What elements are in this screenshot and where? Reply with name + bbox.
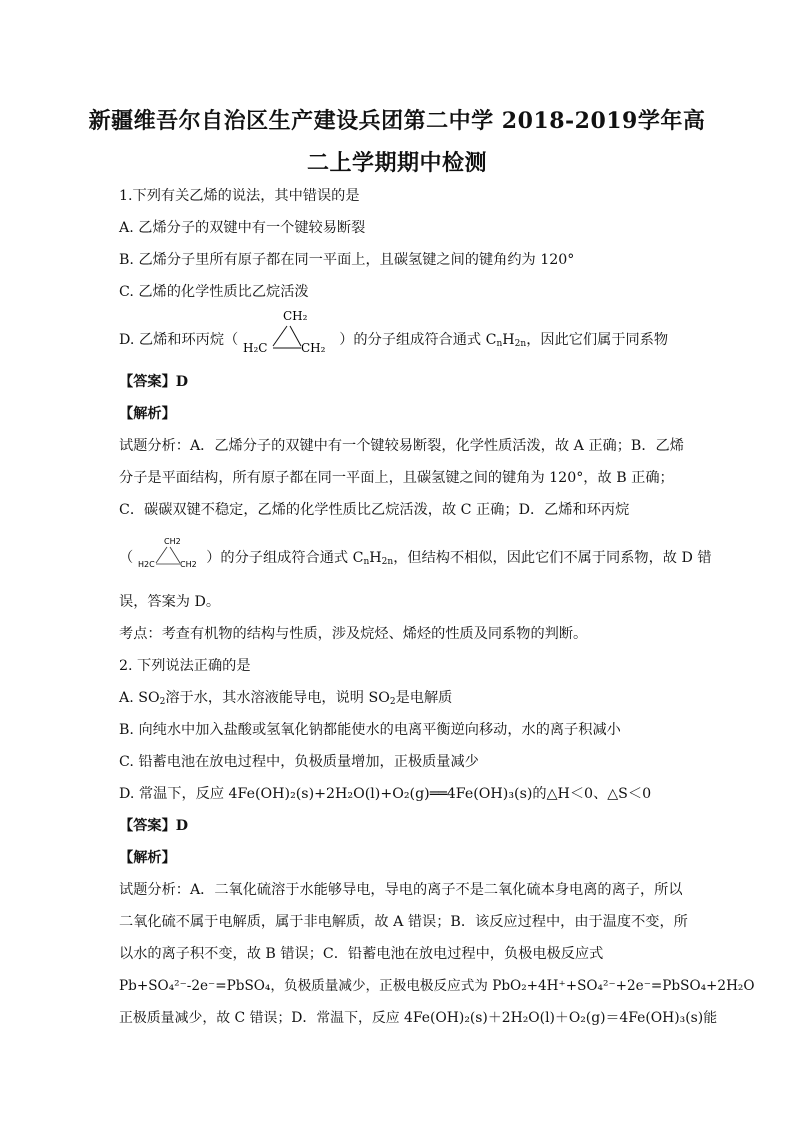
page-title-line-1: 新疆维吾尔自治区生产建设兵团第二中学 2018-2019学年高 [88, 108, 706, 134]
q1-explanation-line-4 [119, 537, 712, 572]
q2-explanation-line-4: Pb+SO₄²⁻-2e⁻=PbSO₄，负极质量减少，正极电极反应式为 PbO₂+4H⁺+SO₄²⁻+2e⁻=PbSO₄+2H₂O [119, 978, 755, 994]
exp4-open-paren: （ [119, 550, 134, 566]
q2-option-a-suffix: 是电解质 [395, 690, 453, 706]
sub-2n: 2n [514, 339, 527, 349]
exp4-sub-2n: 2n [381, 557, 394, 567]
mol-small-bond-left [156, 547, 167, 563]
q1-stem: 1.下列有关乙烯的说法，其中错误的是 [119, 188, 360, 204]
mol-bond-left [273, 326, 287, 346]
exp4-sub-n: n [363, 557, 370, 567]
mol-top-label: CH₂ [282, 309, 308, 323]
mol-small-bond-right [170, 547, 180, 563]
q2-explanation-line-3: 以水的离子积不变，故 B 错误；C．铅蓄电池在放电过程中，负极电极反应式 [119, 946, 604, 962]
q1-option-c: C. 乙烯的化学性质比乙烷活泼 [119, 284, 309, 300]
cyclopropane-structure [243, 308, 335, 356]
mol-bond-right [290, 326, 301, 346]
q1-option-d-suffix: ，因此它们属于同系物 [526, 332, 669, 348]
q1-explanation-line-3: C．碳碳双键不稳定，乙烯的化学性质比乙烷活泼，故 C 正确；D．乙烯和环丙烷 [119, 502, 630, 518]
mol-left-label: H₂C [242, 341, 268, 355]
q1-option-d-formula-h: H [502, 332, 515, 348]
q2-explanation-line-1: 试题分析：A．二氧化硫溶于水能够导电，导电的离子不是二氧化硫本身电离的离子，所以 [119, 882, 683, 898]
exp4-suffix: ，但结构不相似，因此它们不属于同系物，故 D 错 [393, 550, 712, 566]
q2-sub-2b: 2 [389, 697, 396, 707]
q2-analysis-label: 【解析】 [119, 850, 176, 866]
q2-explanation-line-5: 正极质量减少，故 C 错误；D．常温下，反应 4Fe(OH)₂(s)＋2H₂O(l)＋O₂(g)＝4Fe(OH)₃(s)能 [119, 1010, 718, 1026]
q1-explanation-line-2: 分子是平面结构，所有原子都在同一平面上，且碳氢键之间的键角为 120°，故 B 正确； [119, 470, 674, 486]
q2-explanation-line-2: 二氧化硫不属于电解质，属于非电解质，故 A 错误；B．该反应过程中，由于温度不变，所 [119, 914, 688, 930]
q1-option-d-prefix: D. 乙烯和环丙烷（ [119, 332, 239, 348]
mol-small-right-label: CH2 [179, 560, 197, 569]
q1-answer: 【答案】D [119, 374, 189, 390]
q1-option-d [119, 309, 669, 356]
q2-option-c: C. 铅蓄电池在放电过程中，负极质量增加，正极质量减少 [119, 754, 479, 770]
exp4-formula-a: ）的分子组成符合通式 C [206, 550, 364, 566]
cyclopropane-structure-small [138, 536, 202, 570]
q1-option-b: B. 乙烯分子里所有原子都在同一平面上，且碳氢键之间的键角约为 120° [119, 252, 575, 268]
q2-option-d: D. 常温下，反应 4Fe(OH)₂(s)+2H₂O(l)+O₂(g)══4Fe(OH)₃(s)的△H＜0、△S＜0 [119, 786, 652, 802]
q2-sub-2a: 2 [159, 697, 166, 707]
q2-option-b: B. 向纯水中加入盐酸或氢氧化钠都能使水的电离平衡逆向移动，水的离子积减小 [119, 722, 621, 738]
q2-option-a [119, 688, 452, 712]
q2-answer: 【答案】D [119, 818, 189, 834]
mol-small-top-label: CH2 [163, 537, 181, 546]
q1-analysis-label: 【解析】 [119, 406, 176, 422]
q1-option-a: A. 乙烯分子的双键中有一个键较易断裂 [119, 220, 366, 236]
page-title-line-2: 二上学期期中检测 [306, 150, 487, 176]
q2-option-a-middle: 溶于水，其水溶液能导电，说明 SO [165, 690, 390, 706]
q1-option-d-formula-a: ）的分子组成符合通式 C [339, 332, 497, 348]
q1-note: 考点：考查有机物的结构与性质，涉及烷烃、烯烃的性质及同系物的判断。 [119, 626, 588, 642]
mol-right-label: CH₂ [300, 341, 326, 355]
q1-explanation-line-5: 误，答案为 D。 [119, 594, 221, 610]
sub-n: n [496, 339, 503, 349]
exp4-formula-h: H [369, 550, 382, 566]
q2-stem: 2. 下列说法正确的是 [119, 658, 251, 674]
q2-option-a-prefix: A. SO [119, 690, 160, 706]
mol-small-left-label: H2C [137, 560, 155, 569]
q1-explanation-line-1: 试题分析：A．乙烯分子的双键中有一个键较易断裂，化学性质活泼，故 A 正确；B．乙烯 [119, 438, 684, 454]
